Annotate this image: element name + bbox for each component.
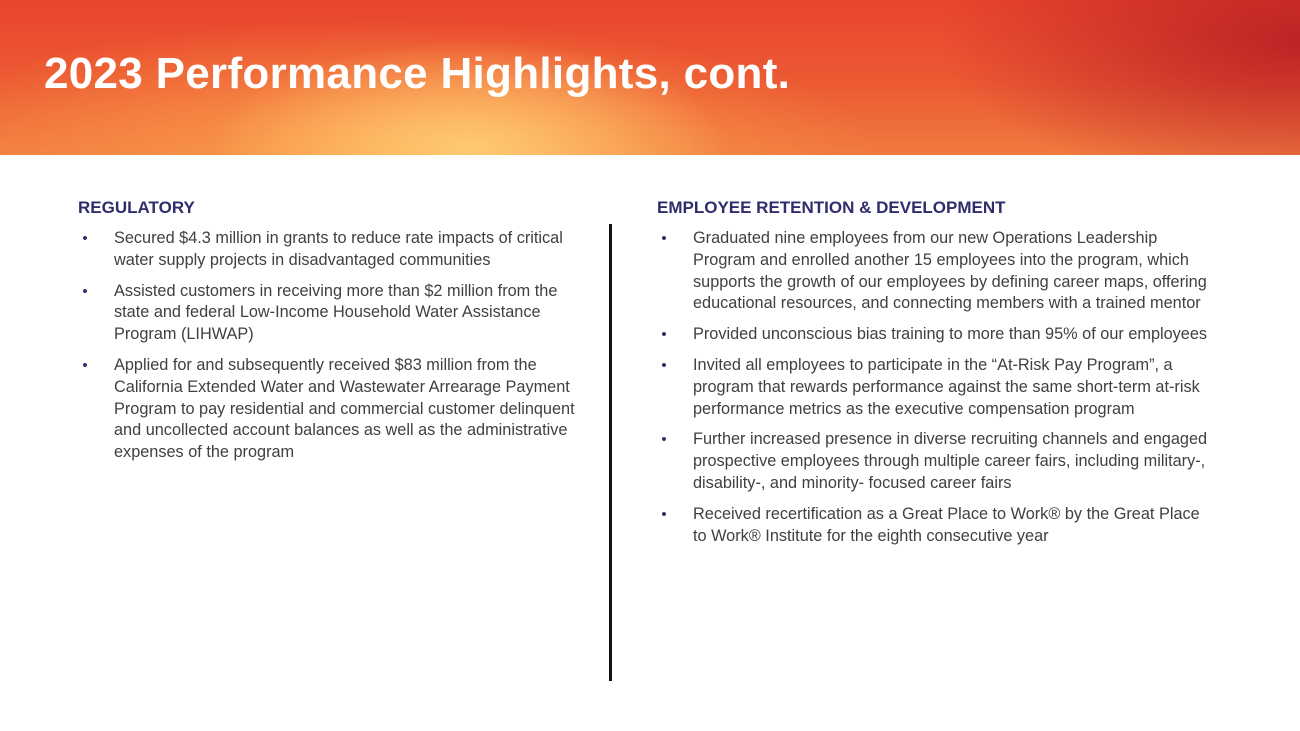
- regulatory-section: [78, 197, 578, 473]
- bullet-icon: •: [82, 356, 88, 374]
- regulatory-heading: REGULATORY: [78, 198, 195, 217]
- bullet-icon: •: [661, 505, 667, 523]
- list-item-text: Further increased presence in diverse recruiting channels and engaged prospective employees through multiple career fairs, including military-, disability-, and minority- focused career fairs: [693, 430, 1208, 492]
- list-item-text: Invited all employees to participate in the “At-Risk Pay Program”, a program that rewards performance against the same short-term at-risk performance metrics as the executive compensation program: [693, 355, 1200, 418]
- title-banner: [0, 0, 1300, 155]
- employee-heading: EMPLOYEE RETENTION & DEVELOPMENT: [657, 198, 1006, 217]
- bullet-icon: •: [661, 431, 667, 449]
- list-item: [657, 429, 1217, 494]
- list-item-text: Secured $4.3 million in grants to reduce rate impacts of critical water supply projects in disadvantaged communities: [114, 229, 563, 269]
- bullet-icon: •: [661, 326, 667, 344]
- list-item-text: Received recertification as a Great Place to Work® by the Great Place to Work® Institute for the eighth consecutive year: [693, 504, 1200, 545]
- column-divider: [609, 224, 612, 681]
- list-item: [78, 281, 578, 346]
- list-item-text: Applied for and subsequently received $83 million from the California Extended Water and Wastewater Arrearage Payment Program to pay residential and commercial customer delinquent and uncollected account balances as well as the administrative expenses of the program: [114, 355, 575, 462]
- bullet-icon: •: [82, 282, 88, 300]
- list-item-text: Assisted customers in receiving more than $2 million from the state and federal Low-Income Household Water Assistance Program (LIHWAP): [114, 281, 558, 344]
- employee-section: [657, 197, 1217, 556]
- list-item: [78, 228, 578, 272]
- regulatory-list: [78, 228, 578, 464]
- list-item: [78, 355, 578, 464]
- list-item-text: Graduated nine employees from our new Operations Leadership Program and enrolled another 15 employees into the program, which supports the growth of our employees by defining career maps, offering educational resources, and connecting members with a trained mentor: [693, 229, 1207, 313]
- list-item-text: Provided unconscious bias training to more than 95% of our employees: [693, 325, 1208, 344]
- bullet-icon: •: [661, 356, 667, 374]
- bullet-icon: •: [661, 230, 667, 247]
- employee-list: [657, 228, 1217, 547]
- bullet-icon: •: [82, 230, 88, 247]
- list-item: [657, 324, 1217, 346]
- list-item: [657, 355, 1217, 420]
- list-item: [657, 228, 1217, 315]
- list-item: [657, 504, 1217, 548]
- slide-title: 2023 Performance Highlights, cont.: [44, 49, 791, 98]
